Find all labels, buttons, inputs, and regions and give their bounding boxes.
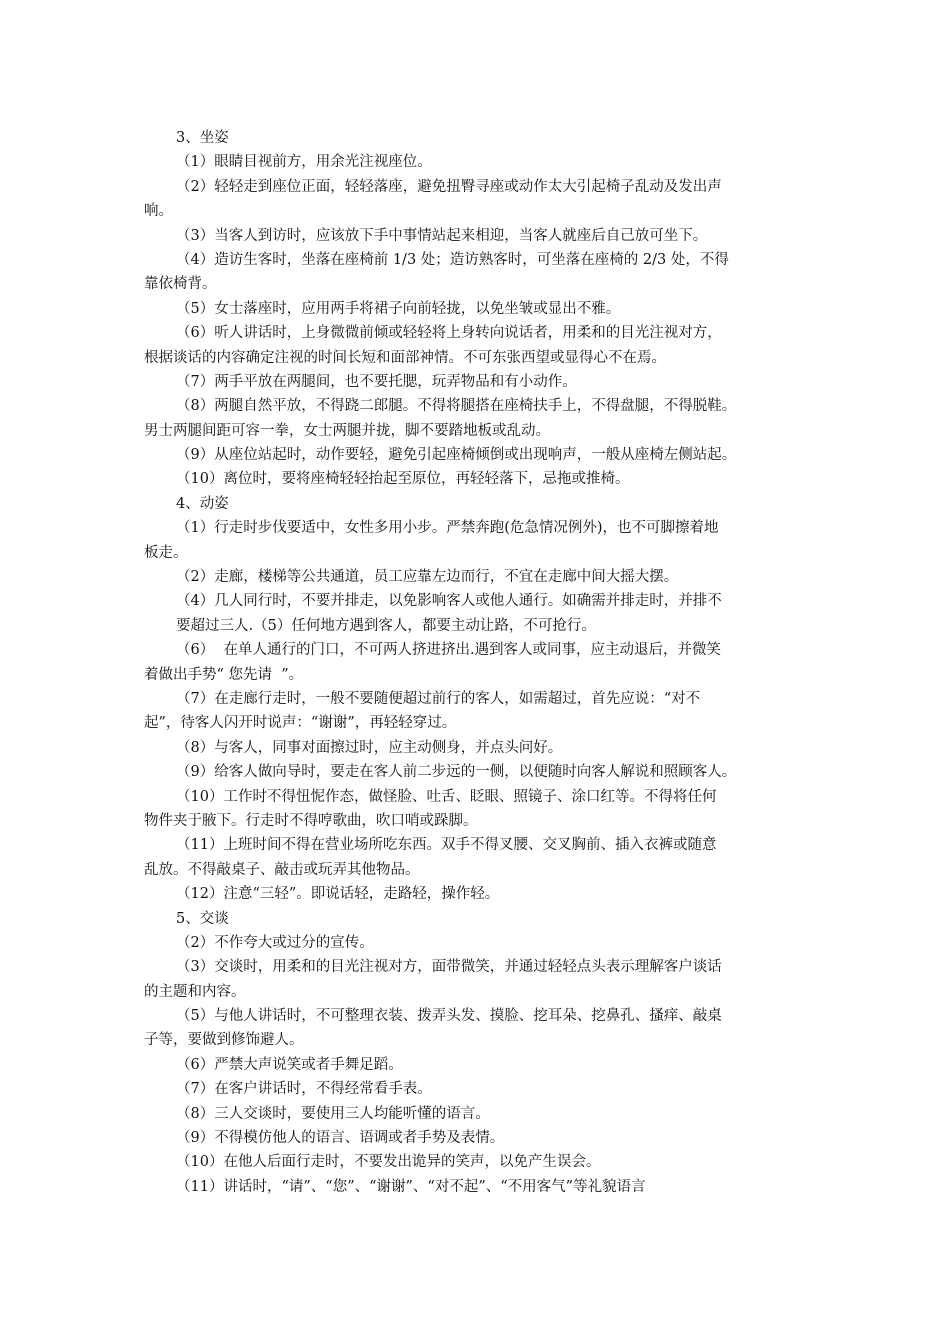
text-line: （8）三人交谈时，要使用三人均能听懂的语言。	[176, 1105, 490, 1122]
text-line: （5）女士落座时，应用两手将裙子向前轻拢，以免坐皱或显出不雅。	[176, 300, 621, 317]
text-line: （9）从座位站起时，动作要轻，避免引起座椅倾倒或出现响声，一般从座椅左侧站起。	[176, 447, 737, 464]
text-line: 靠依椅背。	[144, 276, 217, 293]
text-line: （11）上班时间不得在营业场所吃东西。双手不得叉腰、交叉胸前、插入衣裤或随意	[176, 837, 717, 854]
text-line: （3）当客人到访时，应该放下手中事情站起来相迎，当客人就座后自己放可坐下。	[176, 227, 708, 244]
text-line: （6） 在单人通行的门口，不可两人挤进挤出.遇到客人或同事，应主动退后，并微笑	[176, 642, 722, 659]
text-line: （11）讲话时，“请”、“您”、“谢谢”、“对不起”、“不用客气”等礼貌语言	[176, 1178, 646, 1195]
text-line: 着做出手势“ 您先请 ”。	[144, 666, 304, 683]
text-line: （2）走廊，楼梯等公共通道，员工应靠左边而行，不宜在走廊中间大摇大摆。	[176, 569, 679, 586]
text-line: （8）两腿自然平放，不得跷二郎腿。不得将腿搭在座椅扶手上，不得盘腿，不得脱鞋。	[176, 398, 737, 415]
text-line: （10）离位时，要将座椅轻轻抬起至原位，再轻轻落下，忌拖或推椅。	[176, 471, 630, 488]
text-line: （4）几人同行时，不要并排走，以免影响客人或他人通行。如确需并排走时，并排不	[176, 593, 722, 610]
text-line: （7）两手平放在两腿间，也不要托腮，玩弄物品和有小动作。	[176, 373, 577, 390]
text-line: （9）给客人做向导时，要走在客人前二步远的一侧，以便随时向客人解说和照顾客人。	[176, 764, 737, 781]
text-line: （12）注意“三轻”。即说话轻，走路轻，操作轻。	[176, 886, 500, 903]
text-line: （2）轻轻走到座位正面，轻轻落座，避免扭臀寻座或动作太大引起椅子乱动及发出声	[176, 178, 722, 195]
text-line: （1）眼睛目视前方，用余光注视座位。	[176, 154, 432, 171]
text-line: 板走。	[144, 544, 188, 561]
text-line: 的主题和内容。	[144, 983, 246, 1000]
text-line: （7）在走廊行走时，一般不要随便超过前行的客人，如需超过，首先应说：“对不	[176, 690, 701, 707]
text-line: （3）交谈时，用柔和的目光注视对方，面带微笑，并通过轻轻点头表示理解客户谈话	[176, 959, 722, 976]
text-line: （6）严禁大声说笑或者手舞足蹈。	[176, 1056, 403, 1073]
text-line: 乱放。不得敲桌子、敲击或玩弄其他物品。	[144, 861, 420, 878]
text-line: 4、动姿	[176, 495, 229, 512]
text-line: 响。	[144, 203, 173, 220]
text-line: （1）行走时步伐要适中，女性多用小步。严禁奔跑(危急情况例外)，也不可脚擦着地	[176, 520, 719, 537]
text-line: 子等，要做到修饰避人。	[144, 1032, 304, 1049]
text-line: 要超过三人.（5）任何地方遇到客人，都要主动让路，不可抢行。	[176, 617, 596, 634]
text-line: （4）造访生客时，坐落在座椅前 1/3 处；造访熟客时，可坐落在座椅的 2/3 处，不得	[176, 251, 729, 268]
text-line: 物件夹于腋下。行走时不得哼歌曲，吹口哨或跺脚。	[144, 812, 478, 829]
text-line: （8）与客人，同事对面擦过时，应主动侧身，并点头问好。	[176, 739, 563, 756]
text-line: 根据谈话的内容确定注视的时间长短和面部神情。不可东张西望或显得心不在焉。	[144, 349, 666, 366]
text-line: （7）在客户讲话时，不得经常看手表。	[176, 1081, 432, 1098]
text-line: （10）工作时不得忸怩作态，做怪脸、吐舌、眨眼、照镜子、涂口红等。不得将任何	[176, 788, 717, 805]
text-line: （10）在他人后面行走时，不要发出诡异的笑声，以免产生误会。	[176, 1154, 601, 1171]
document-body	[144, 126, 810, 1199]
text-line: （2）不作夸大或过分的宣传。	[176, 934, 374, 951]
text-line: （9）不得模仿他人的语言、语调或者手势及表情。	[176, 1130, 505, 1147]
text-line: 起”，待客人闪开时说声：“谢谢”，再轻轻穿过。	[144, 715, 457, 732]
text-line: （6）听人讲话时，上身微微前倾或轻轻将上身转向说话者，用柔和的目光注视对方，	[176, 325, 722, 342]
text-line: 男士两腿间距可容一拳，女士两腿并拢，脚不要踏地板或乱动。	[144, 422, 550, 439]
text-line: （5）与他人讲话时，不可整理衣装、拨弄头发、摸脸、挖耳朵、挖鼻孔、搔痒、敲桌	[176, 1008, 722, 1025]
text-line: 5、交谈	[176, 910, 229, 927]
text-line: 3、坐姿	[176, 130, 229, 146]
